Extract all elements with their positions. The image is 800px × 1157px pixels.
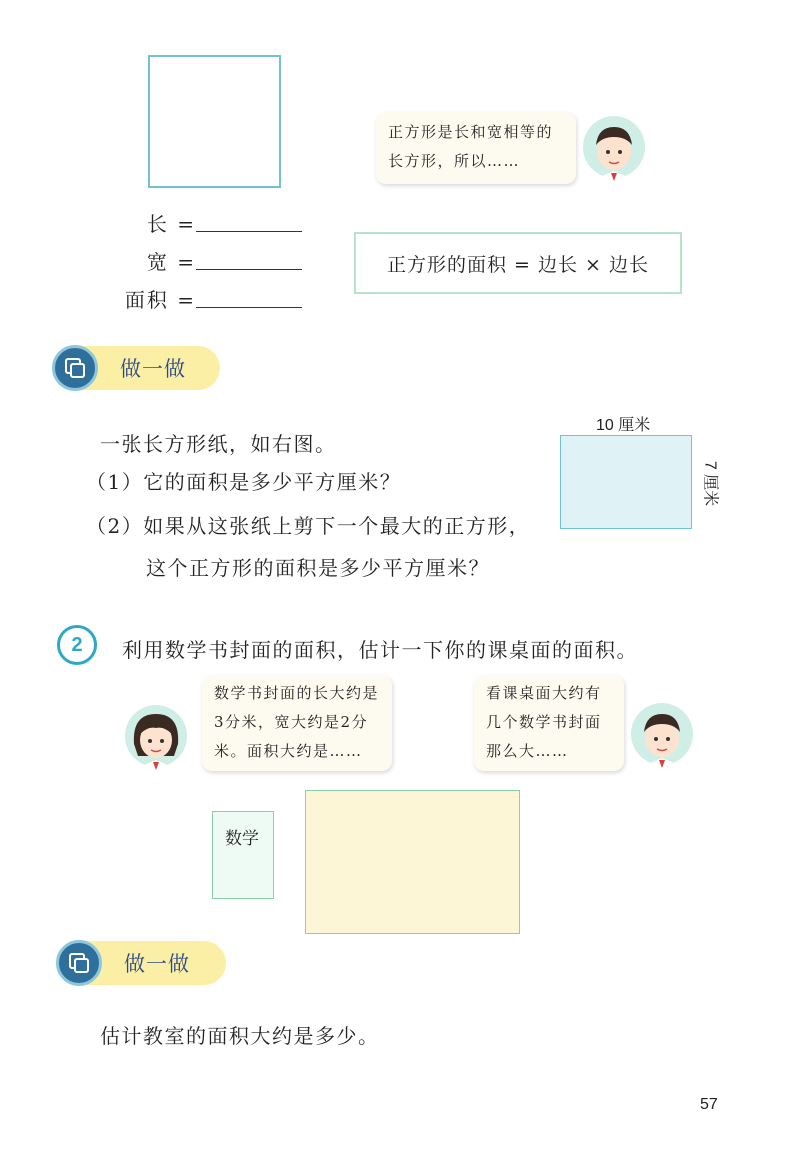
practice1-question-2-line1: （2）如果从这张纸上剪下一个最大的正方形， [86,514,531,538]
paper-rectangle [560,435,692,529]
book-label: 数学 [225,829,259,849]
girl-avatar-icon [124,704,188,774]
width-label: 宽 = [146,250,196,274]
length-label-row [100,208,302,237]
problem-number-badge: 2 [57,625,97,665]
desk-surface [305,790,520,934]
boy-avatar-icon [582,115,646,185]
rect-width-label: 10 厘米 [596,417,651,434]
practice1-question-1: （1）它的面积是多少平方厘米？ [86,470,402,494]
width-label-row [100,246,302,275]
area-label-row [100,284,302,313]
practice2-text: 估计教室的面积大约是多少。 [100,1024,380,1048]
rect-height-label: 7 厘米 [701,460,719,507]
math-book-cover [212,811,274,899]
bubble-line: 正方形是长和宽相等的 [388,123,554,141]
area-label: 面积 = [124,288,196,312]
practice1-question-2-line2: 这个正方形的面积是多少平方厘米？ [146,556,490,580]
bubble-line: 米。面积大约是…… [214,742,363,760]
note-icon [67,951,91,975]
note-icon [63,356,87,380]
square-area-formula: 正方形的面积 = 边长 × 边长 [354,232,682,294]
area-blank [196,289,302,308]
square-figure [148,55,281,188]
bubble-line: 几个数学书封面 [486,713,602,731]
bubble-line: 长方形，所以…… [388,152,521,170]
boy-speech-bubble-top [376,112,576,184]
boy-speech-bubble-bottom [474,675,624,771]
bubble-line: 3分米，宽大约是2分 [214,713,369,731]
boy-avatar-icon [630,702,694,772]
girl-speech-bubble [202,675,392,771]
page-number: 57 [700,1096,718,1113]
practice-tab-label: 做一做 [120,357,186,381]
bubble-line: 看课桌面大约有 [486,684,602,702]
practice-icon [56,940,102,986]
practice-tab-label: 做一做 [124,952,190,976]
practice1-intro: 一张长方形纸，如右图。 [100,432,337,456]
length-label: 长 = [146,212,196,236]
bubble-line: 那么大…… [486,742,569,760]
practice-icon [52,345,98,391]
length-blank [196,213,302,232]
width-blank [196,251,302,270]
problem2-text: 利用数学书封面的面积，估计一下你的课桌面的面积。 [122,638,638,662]
bubble-line: 数学书封面的长大约是 [214,684,380,702]
